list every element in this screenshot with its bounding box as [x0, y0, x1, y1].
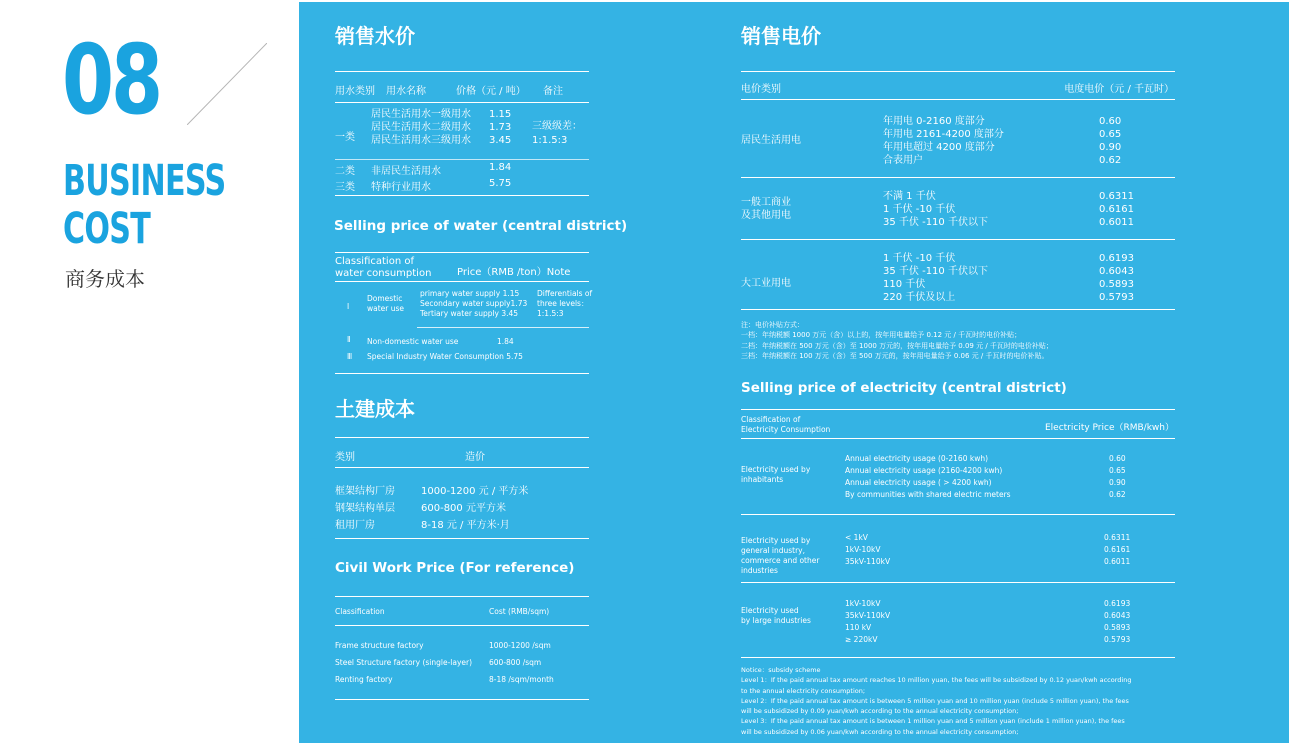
civil-cn-row2-type: 钢架结构单层: [335, 503, 395, 514]
water-cn-header-note: 备注: [543, 86, 563, 97]
water-cn-row3-price: 5.75: [489, 178, 512, 189]
water-en-r1-note: Differentials of three levels： 1:1.5:3: [537, 289, 593, 318]
water-en-r2: Ⅱ: [347, 335, 351, 344]
civil-cn-row1-cost: 1000-1200 元 / 平方米: [421, 486, 529, 497]
civil-en-row1-type: Frame structure factory: [335, 641, 424, 650]
civil-en-row1-cost: 1000-1200 /sqm: [489, 641, 551, 650]
water-cn-heading: 销售水价: [335, 24, 415, 48]
water-cn-header-name: 用水名称: [386, 86, 426, 97]
elec-cn-g2-items: 不满 1 千伏 1 千伏 -10 千伏 35 千伏 -110 千伏以下: [883, 191, 988, 228]
decorative-slash: [187, 43, 267, 125]
water-cn-row2-price: 1.84: [489, 162, 512, 173]
civil-en-row3-cost: 8-18 /sqm/month: [489, 675, 554, 684]
water-cn-header-price: 价格（元 / 吨）: [456, 86, 526, 97]
civil-en-row3-type: Renting factory: [335, 675, 393, 684]
elec-en-notes: Notice：subsidy scheme Level 1：If the paid annual tax amount reaches 10 million yuan, the fees will be subsidized by 0.12 yuan/kwh according to the annual electricity consumption; Level 2：If the paid annual tax amount is between 5 million yuan and 10 million yuan (include 5 million yuan), the fees will be subsidized by 0.09 yuan/kwh according to the annual electricity consumption; Level 3：If the paid annual tax amount is between 1 million yuan and 5 million yuan (include 1 million yuan), the fees will be subsidized by 0.06 yuan/kwh according to the annual electricity consumption;: [741, 666, 1132, 736]
elec-cn-g2-prices: 0.6311 0.6161 0.6011: [1099, 191, 1134, 228]
civil-cn-row2-cost: 600-800 元平方米: [421, 503, 506, 514]
civil-en-heading: Civil Work Price (For reference): [335, 560, 575, 576]
elec-en-g3-prices: 0.6193 0.6043 0.5893 0.5793: [1104, 599, 1131, 644]
water-en-header-price: Price（RMB /ton）Note: [457, 267, 571, 278]
water-en-heading: Selling price of water (central district): [334, 218, 628, 234]
water-en-r1: Ⅰ: [347, 302, 350, 311]
cover-column: [0, 0, 299, 744]
civil-cn-header-cost: 造价: [465, 452, 485, 463]
water-cn-class2: 二类: [335, 166, 355, 177]
water-cn-rows1: 居民生活用水一级用水 居民生活用水二级用水 居民生活用水三级用水: [371, 109, 471, 146]
elec-en-g1-label: Electricity used by inhabitants: [741, 465, 811, 484]
civil-cn-header-type: 类别: [335, 452, 355, 463]
section-number: 08: [62, 24, 160, 136]
elec-en-heading: Selling price of electricity (central district): [741, 380, 1067, 396]
water-en-r2-price: 1.84: [497, 337, 514, 346]
elec-cn-g1-label: 居民生活用电: [741, 135, 801, 146]
elec-cn-g3-items: 1 千伏 -10 千伏 35 千伏 -110 千伏以下 110 千伏 220 千伏及以上: [883, 253, 988, 303]
civil-en-header-cost: Cost (RMB/sqm): [489, 607, 550, 616]
elec-en-g3-items: 1kV-10kV 35kV-110kV 110 kV ≥ 220kV: [845, 599, 891, 644]
water-en-r1-items: primary water supply 1.15 Secondary water supply1.73 Tertiary water supply 3.45: [420, 289, 528, 318]
water-en-header-class: Classification of water consumption: [335, 256, 432, 279]
elec-cn-g1-prices: 0.60 0.65 0.90 0.62: [1099, 116, 1122, 166]
elec-en-g3-label: Electricity used by large industries: [741, 606, 811, 625]
elec-en-g2-prices: 0.6311 0.6161 0.6011: [1104, 533, 1131, 566]
civil-en-row2-type: Steel Structure factory (single-layer): [335, 658, 473, 667]
water-en-r1-label: Domestic water use: [367, 294, 405, 313]
water-cn-class1: 一类: [335, 132, 355, 143]
elec-cn-header-type: 电价类别: [741, 84, 781, 95]
content-panel: [299, 2, 1289, 743]
civil-en-row2-cost: 600-800 /sqm: [489, 658, 542, 667]
elec-en-g1-prices: 0.60 0.65 0.90 0.62: [1109, 454, 1126, 499]
water-cn-prices1: 1.15 1.73 3.45: [489, 109, 512, 146]
water-en-r3: Ⅲ: [347, 352, 353, 361]
water-cn-row3-name: 特种行业用水: [371, 182, 431, 193]
section-title-line2: COST: [63, 204, 151, 254]
elec-cn-notes: 注：电价补贴方式： 一档：年纳税额 1000 万元（含）以上的，按年用电量给予 0.12 元 / 千瓦时的电价补贴； 二档：年纳税额在 500 万元（含）至 1000 万元的，按年用电量给予 0.09 元 / 千瓦时的电价补贴； 三档：年纳税额在 100 万元（含）至 500 万元的，按年用电量给予 0.06 元 / 千瓦时的电价补贴。: [741, 321, 1053, 360]
civil-cn-row3-cost: 8-18 元 / 平方米·月: [421, 520, 510, 531]
elec-cn-header-price: 电度电价（元 / 千瓦时）: [1064, 84, 1174, 95]
water-cn-header-type: 用水类别: [335, 86, 375, 97]
elec-cn-heading: 销售电价: [741, 24, 821, 48]
water-cn-row2-name: 非居民生活用水: [371, 166, 441, 177]
water-en-r2-label: Non-domestic water use: [367, 337, 459, 346]
elec-en-header-class: Classification of Electricity Consumption: [741, 415, 831, 434]
elec-cn-g2-label: 一般工商业 及其他用电: [741, 197, 791, 221]
elec-en-g2-label: Electricity used by general industry, commerce and other industries: [741, 536, 820, 575]
water-cn-note2: 1:1.5:3: [532, 135, 568, 146]
water-cn-note1: 三级级差：: [532, 121, 582, 132]
elec-cn-g3-label: 大工业用电: [741, 278, 791, 289]
water-en-r3-label: Special Industry Water Consumption 5.75: [367, 352, 523, 361]
water-cn-class3: 三类: [335, 182, 355, 193]
elec-en-g1-items: Annual electricity usage (0-2160 kwh) Annual electricity usage (2160-4200 kwh) Annual electricity usage ( > 4200 kwh) By communities with shared electric meters: [845, 454, 1011, 499]
civil-cn-row3-type: 租用厂房: [335, 520, 375, 531]
civil-cn-heading: 土建成本: [335, 397, 415, 421]
civil-cn-row1-type: 框架结构厂房: [335, 486, 395, 497]
elec-cn-g1-items: 年用电 0-2160 度部分 年用电 2161-4200 度部分 年用电超过 4200 度部分 合表用户: [883, 116, 1004, 166]
elec-en-g2-items: < 1kV 1kV-10kV 35kV-110kV: [845, 533, 891, 566]
elec-en-header-price: Electricity Price（RMB/kwh）: [1044, 423, 1174, 433]
section-title-line1: BUSINESS: [63, 156, 226, 206]
elec-cn-g3-prices: 0.6193 0.6043 0.5893 0.5793: [1099, 253, 1134, 303]
civil-en-header-type: Classification: [335, 607, 385, 616]
section-title-cn: 商务成本: [65, 267, 145, 291]
